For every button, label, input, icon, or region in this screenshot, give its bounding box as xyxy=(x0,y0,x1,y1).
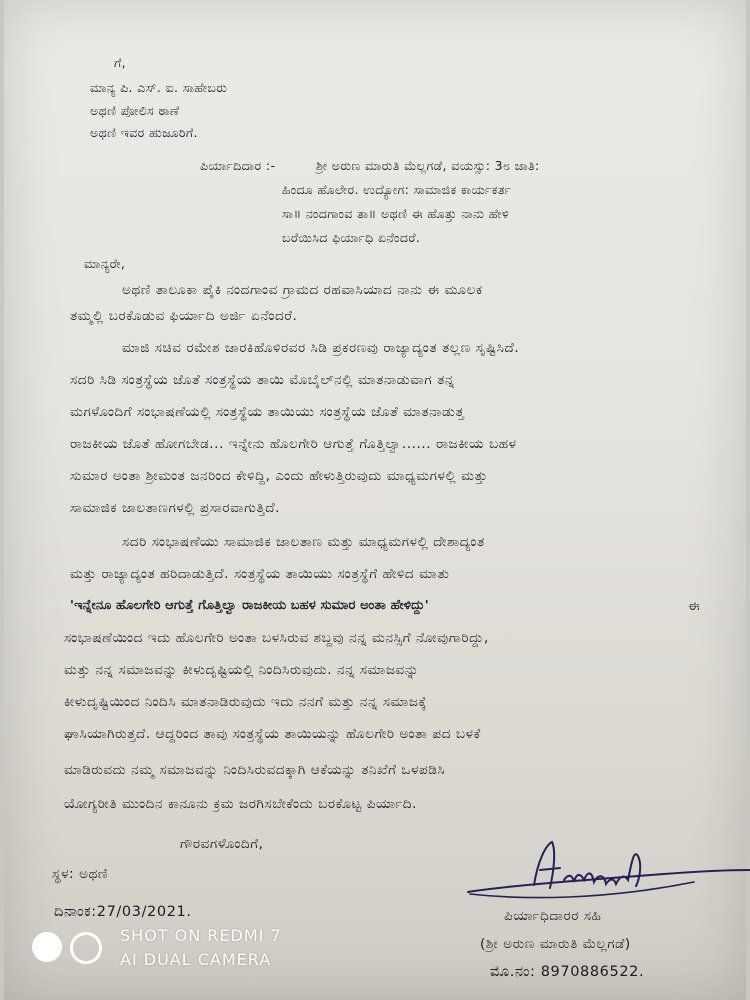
signature-label: ಪಿರ್ಯಾಧಿದಾರರ ಸಹಿ xyxy=(504,908,602,924)
complainant-line-2: ಹಿಂದೂ ಹೊಲೇರ. ಉದ್ಯೋಗ: ಸಾಮಾಜಿಕ ಕಾರ್ಯಕರ್ತ xyxy=(282,182,512,197)
signature-name: (ಶ್ರೀ ಅರುಣ ಮಾರುತಿ ಮೆಲ್ಲಗಡೆ) xyxy=(480,936,631,952)
para3-line-4: ಸಂಭಾಷಣೆಯಿಂದ ಇದು ಹೊಲಗೇರಿ ಅಂತಾ ಬಳಸಿರುವ ಶಬ್ದವು ನನ್ನ ಮನಸ್ಸಿಗೆ ನೋವುಗಾರಿದ್ದು, xyxy=(64,630,489,646)
para2-line-1: ಮಾಜಿ ಸಚಿವ ರಮೇಶ ಜಾರಕಿಹೊಳಿರವರ ಸಿಡಿ ಪ್ರಕರಣವು ರಾಜ್ಯಾದ್ಯಂತ ತಲ್ಲಣ ಸೃಷ್ಟಿಸಿದೆ. xyxy=(122,340,520,356)
complainant-line-1: ಶ್ರೀ ಅರುಣ ಮಾರುತಿ ಮೆಲ್ಲಗಡೆ, ವಯಸ್ಸು: 3೮ ಜಾತಿ: xyxy=(316,158,540,173)
date-line: ದಿನಾಂಕ:27/03/2021. xyxy=(54,904,192,920)
to-line: ಗೆ, xyxy=(114,55,127,70)
para2-line-6: ಸಾಮಾಜಿಕ ಜಾಲತಾಣಗಳಲ್ಲಿ ಪ್ರಸಾರವಾಗುತ್ತಿದೆ. xyxy=(70,500,280,516)
para2-line-2: ಸದರಿ ಸಿಡಿ ಸಂತ್ರಸ್ಥೆಯ ಜೊತೆ ಸಂತ್ರಸ್ಥೆಯ ತಾಯಿ ಮೊಬೈಲ್‌ನಲ್ಲಿ ಮಾತನಾಡುವಾಗ ತನ್ನ xyxy=(70,372,455,388)
para3-line-1: ಸದರಿ ಸಂಭಾಷಣೆಯು ಸಾಮಾಜಿಕ ಜಾಲತಾಣ ಮತ್ತು ಮಾಧ್ಯಮಗಳಲ್ಲಿ ದೇಶಾದ್ಯಂತ xyxy=(122,534,485,550)
para3-line-2: ಮತ್ತು ರಾಜ್ಯಾದ್ಯಂತ ಹರಿದಾಡುತ್ತಿದೆ. ಸಂತ್ರಸ್ಥೆಯ ತಾಯಿಯು ಸಂತ್ರಸ್ಥೆಗೆ ಹೇಳಿದ ಮಾತು xyxy=(70,566,450,582)
address-line-1: ಮಾನ್ಯ ಪಿ. ಎಸ್. ಐ. ಸಾಹೇಬರು xyxy=(90,80,228,95)
para3-line-7: ಘಾಸಿಯಾಗಿರುತ್ತದೆ. ಆದ್ದರಿಂದ ತಾವು ಸಂತ್ರಸ್ಥೆಯ ತಾಯಿಯನ್ನು ಹೊಲಗೇರಿ ಅಂತಾ ಪದ ಬಳಕೆ xyxy=(64,726,481,742)
letter-paper xyxy=(4,0,746,1000)
para3-line-9: ಯೋಗ್ಯರೀತಿ ಮುಂದಿನ ಕಾನೂನು ಕ್ರಮ ಜರಗಿಸಬೇಕೆಂದು ಬರಕೊಟ್ಟ ಪಿರ್ಯಾದಿ. xyxy=(64,796,418,812)
closing: ಗೌರವಗಳೊಂದಿಗೆ, xyxy=(180,836,264,852)
address-line-3: ಅಥಣಿ ಇವರ ಹುಜೂರಿಗೆ. xyxy=(90,125,198,140)
para2-line-4: ರಾಜಕೀಯ ಜೊತೆ ಹೋಗಬೇಡ... ಇನ್ನೇನು ಹೊಲಗೇರಿ ಆಗುತ್ತೆ ಗೊತ್ತಿಲ್ವಾ...... ರಾಜಕೀಯ ಬಹಳ xyxy=(70,436,517,452)
address-line-2: ಅಥಣಿ ಪೋಲಿಸ ಠಾಣೆ xyxy=(90,103,180,118)
para3-line-5: ಮತ್ತು ನನ್ನ ಸಮಾಜವನ್ನು ಕೀಳುದೃಷ್ಟಿಯಲ್ಲಿ ನಿಂದಿಸಿರುವುದು. ನನ್ನ ಸಮಾಜವನ್ನು xyxy=(64,662,420,678)
lens-circle-icon xyxy=(32,932,62,962)
place-line: ಸ್ಥಳ: ಅಥಣಿ xyxy=(52,866,109,882)
handwritten-signature xyxy=(464,830,750,910)
complainant-line-4: ಬರೆಯಿಸಿದ ಫಿರ್ಯಾಧಿ ಏನೆಂದರೆ. xyxy=(282,230,421,245)
complainant-label: ಪಿರ್ಯಾದಿದಾರ :- xyxy=(200,158,276,173)
para2-line-5: ಸುಮಾರ ಅಂತಾ ಶ್ರೀಮಂತ ಜನರಿಂದ ಕೇಳಿದ್ದಿ, ಎಂದು ಹೇಳುತ್ತಿರುವುದು ಮಾಧ್ಯಮಗಳಲ್ಲಿ ಮತ್ತು xyxy=(70,468,488,484)
salutation: ಮಾನ್ಯರೇ, xyxy=(84,256,126,271)
para3-quote: 'ಇನ್ನೇನೂ ಹೊಲಗೇರಿ ಆಗುತ್ತೆ ಗೊತ್ತಿಲ್ವಾ ರಾಜಕೀಯ ಬಹಳ ಸುಮಾರ ಅಂತಾ ಹೇಳಿದ್ದು' xyxy=(70,598,429,613)
watermark-line-1: SHOT ON REDMI 7 xyxy=(120,926,282,945)
watermark-line-2: AI DUAL CAMERA xyxy=(120,950,272,969)
complainant-line-3: ಸಾ॥ ನಂದಗಾಂವ ತಾ॥ ಅಥಣಿ ಈ ಹೊತ್ತು ನಾನು ಹೇಳಿ xyxy=(282,206,510,221)
para3-quote-tail: ಈ xyxy=(688,598,701,614)
para1-line-2: ತಮ್ಮಲ್ಲಿ ಬರಕೊಡುವ ಫಿರ್ಯಾದಿ ಅರ್ಜಿ ಏನೆಂದರೆ. xyxy=(70,308,298,324)
para3-line-6: ಕೀಳುದೃಷ್ಟಿಯಿಂದ ನಿಂದಿಸಿ ಮಾತನಾಡಿರುವುದು ಇದು ನನಗೆ ಮತ್ತು ನನ್ನ ಸಮಾಜಕ್ಕೆ xyxy=(64,694,428,710)
signature-phone: ಮೊ.ನಂ: 8970886522. xyxy=(490,964,645,980)
lens-ring-icon xyxy=(70,932,102,964)
para3-line-8: ಮಾಡಿರುವದು ನಮ್ಮ ಸಮಾಜವನ್ನು ನಿಂದಿಸಿರುವದಕ್ಕಾಗಿ ಆಕೆಯನ್ನು ತನಿಖೆಗೆ ಒಳಪಡಿಸಿ xyxy=(64,762,446,778)
para2-line-3: ಮಗಳೊಂದಿಗೆ ಸಂಭಾಷಣೆಯಲ್ಲಿ ಸಂತ್ರಸ್ಥೆಯ ತಾಯಿಯು ಸಂತ್ರಸ್ಥೆಯ ಜೊತೆ ಮಾತನಾಡುತ್ತ xyxy=(70,404,465,420)
para1-line-1: ಅಥಣಿ ತಾಲೂಕಾ ಪೈಕಿ ನಂದಗಾಂವ ಗ್ರಾಮದ ರಹವಾಸಿಯಾದ ನಾನು ಈ ಮೂಲಕ xyxy=(122,282,483,298)
